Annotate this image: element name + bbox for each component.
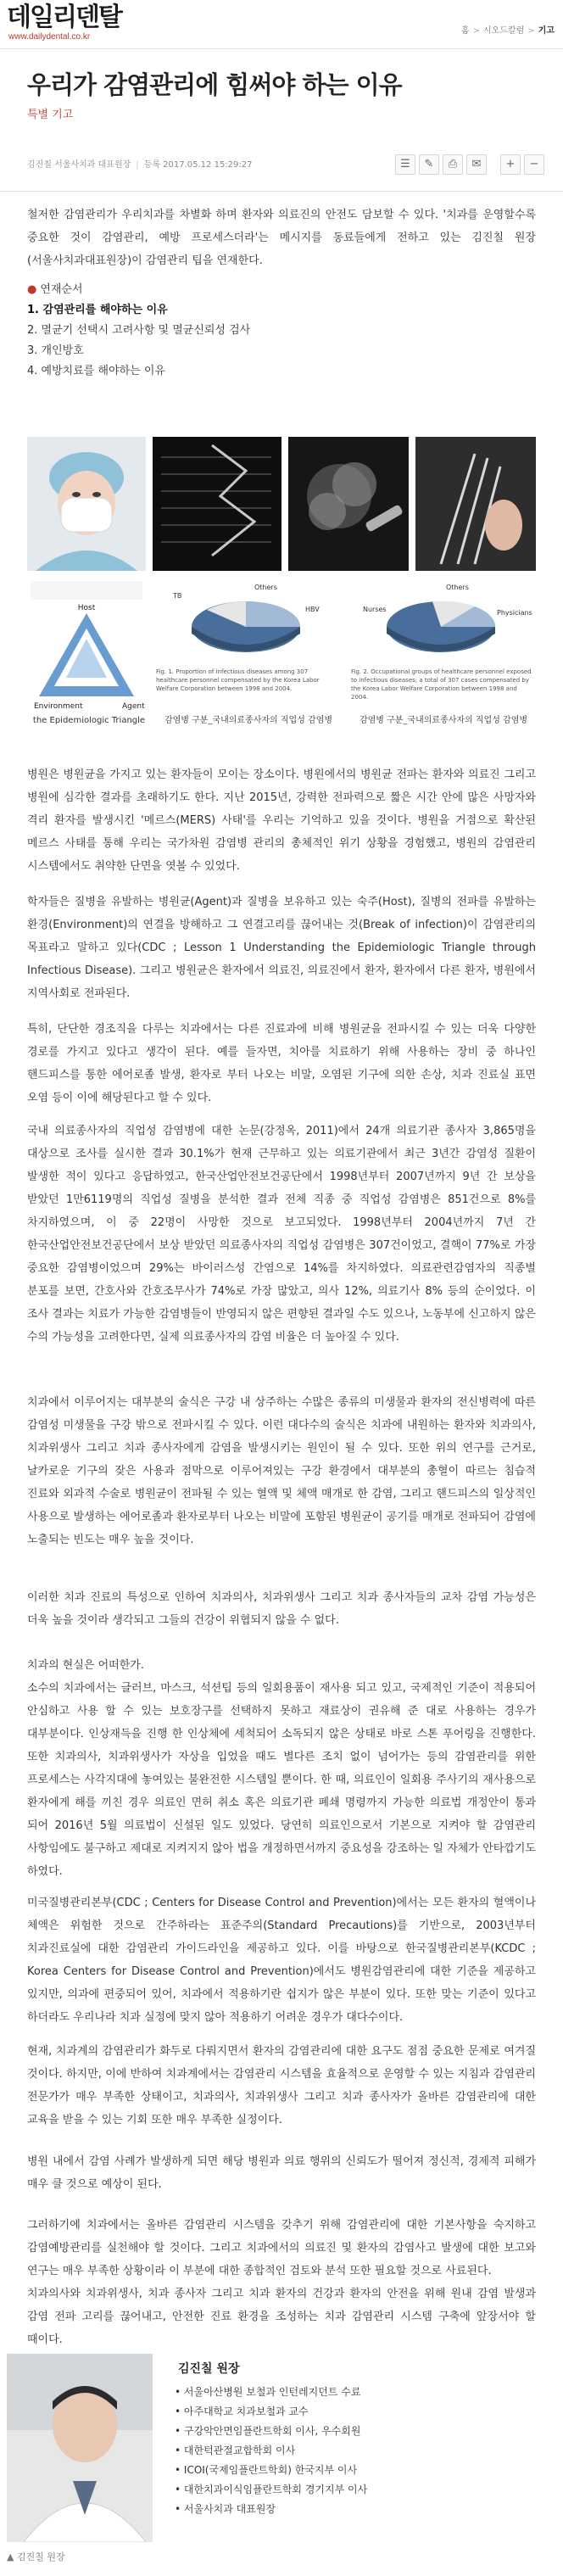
text-icon[interactable]: ✎ [419, 154, 439, 175]
toc-heading: 연재순서 [40, 283, 83, 296]
pie1-label: TB [173, 592, 182, 600]
author-name: 김진칠 원장 [178, 2362, 240, 2376]
article-toolbar [395, 154, 544, 175]
toc-item: 4. 예방치료를 해야하는 이유 [27, 365, 165, 377]
toc-item: 1. 감염관리를 해야하는 이유 [27, 304, 168, 316]
toc-item: 2. 멸균기 선택시 고려사항 및 멸균신뢰성 검사 [27, 324, 251, 337]
figure-caption: 감염병 구분_국내의료종사자의 직업성 감염병 [164, 716, 333, 725]
toc-item: 3. 개인방호 [27, 344, 84, 357]
pie2-label: Nurses [363, 606, 387, 613]
series-toc [27, 280, 536, 382]
triangle-label-host: Host [77, 604, 96, 612]
font-decrease-button[interactable]: − [524, 154, 544, 175]
article-paragraph: 학자들은 질병을 유발하는 병원균(Agent)과 질병을 보유하고 있는 숙주(Host), 질병의 전파를 유발하는 환경(Environment)의 연결을 방해하고 그 연결고리를 끊어내는 것(Break of infection)이 감염관리의 목표라고 말하고 있다(CDC ; Lesson 1 Understanding the Epidemiologic Triangle through Infectious Disease). 그리고 병원균은 환자에서 의료진, 의료진에서 환자, 환자에서 다른 환자, 병원에서 지역사회로 전파된다. [27, 896, 536, 1000]
figure-caption: 감염병 구분_국내의료종사자의 직업성 감염병 [359, 716, 528, 725]
figure-collage [27, 437, 536, 742]
credential-item: • 서울사치과 대표원장 [175, 2500, 367, 2519]
fig2-pie-chart [348, 578, 536, 742]
article-paragraph: 현재, 치과계의 감염관리가 화두로 다뤄지면서 환자의 감염관리에 대한 요구도 점점 중요한 문제로 여겨질 것이다. 하지만, 이에 반하여 치과계에서는 감염관리 시스템을 효율적으로 운영할 수 있는 지침과 감염관리 전문가가 매우 부족한 상태이고, 치과의사, 치과위생사 그리고 치과 종사자가 올바른 감염관리에 대한 교육을 받을 수 있는 기회 또한 매우 부족한 실정이다. [27, 2045, 536, 2126]
figure-caption: the Epidemiologic Triangle [32, 716, 146, 725]
breadcrumb-current[interactable]: 기고 [538, 26, 555, 36]
article-paragraph: 미국질병관리본부(CDC ; Centers for Disease Control and Prevention)에서는 모든 환자의 혈액이나 체액은 위험한 것으로 간주하라는 표준주의(Standard Precautions)를 기반으로, 2003년부터 치과진료실에 대한 감염관리 가이드라인을 제공하고 있다. 이를 바탕으로 한국질병관리본부(KCDC ; Korea Centers for Disease Control and Prevention)에서도 병원감염관리에 대한 기준을 제공하고 있지만, 의과에 편중되어 있어, 치과에서 적용하기란 쉽지가 않은 부분이 있다. 또한 맞는 기준이 있다고 하더라도 우리나라 치과 실정에 맞지 않아 적용하기 어려운 경우가 대다수이다. [27, 1897, 536, 2024]
triangle-label-agent: Agent [122, 702, 145, 711]
site-url: www.dailydental.co.kr [8, 32, 91, 42]
article-paragraph: 국내 의료종사자의 직업성 감염병에 대한 논문(강정옥, 2011)에서 24개 의료기관 종사자 3,865명을 대상으로 조사를 실시한 결과 30.1%가 현재 근무하고 있는 의료기관에서 최근 3년간 감염성 질환이 발생한 적이 있다고 응답하였고, 한국산업안전보건공단에서 1998년부터 2007년까지 9년 간 보상을 받았던 1만6119명의 직업성 질병을 분석한 결과 전체 직종 중 직업성 감염병은 851건으로 8%를 차지하였으며, 이 중 22명이 사망한 것으로 보고되었다. 1998년부터 2004년까지 7년 간 한국산업안전보건공단에서 보상 받았던 의료종사자의 직업성 감염병은 307건이었고, 결핵이 77%로 가장 중요한 감염병이었으며 29%는 바이러스성 간염으로 14%를 차지하였다. 의료관련감염자의 직종별 분포를 보면, 간호사와 간호조무사가 74%로 가장 많았고, 의사 12%, 의료기사 8% 등의 순이었다. 이 조사 결과는 치료가 가능한 감염병들이 반영되지 않은 편향된 결과일 수도 있으나, 노동부에 신고하지 않은 수의 가능성을 고려한다면, 실제 의료종사자의 감염 비율은 더 높아질 수 있다. [27, 1125, 536, 1344]
page-title: 우리가 감염관리에 힘써야 하는 이유 [27, 70, 402, 99]
pie1-label: Others [254, 584, 277, 591]
bullet-icon: ● [27, 283, 37, 296]
aerosol-spray-image [288, 437, 409, 571]
credential-item: • 아주대학교 치과보철과 교수 [175, 2402, 367, 2422]
figure-note: Fig. 2. Occupational groups of healthcare personnel exposed to infectious diseases; a total of 307 cases compensated by the Korea Labor Welfare Corporation between 1998 and 2004. [351, 668, 532, 701]
list-icon[interactable]: ☰ [395, 154, 415, 175]
credential-item: • 대한턱관절교합학회 이사 [175, 2441, 367, 2461]
article-paragraph: 치과에서 이루어지는 대부분의 술식은 구강 내 상주하는 수많은 종류의 미생물과 환자의 전신병력에 따른 감염성 미생물을 구강 밖으로 전파시킬 수 있다. 이런 대다수의 술식은 치과에 내원하는 환자와 치과의사, 치과위생사 그리고 치과 종사자에게 감염을 발생시키는 원인이 될 수 있다. 또한 위의 연구를 근거로, 날카로운 기구의 잦은 사용과 점막으로 이루어져있는 구강 환경에서 대부분의 총혈이 따르는 침습적 진료와 외과적 수술로 병원균이 전파될 수 있는 혈액 및 체액 매개로 한 감염, 그리고 핸드피스의 일상적인 사용으로 발생하는 에어로졸과 환자로부터 나오는 비말에 포함된 병원균이 공기를 매개로 전파되어 감염에 노출되는 빈도는 매우 높을 것이다. [27, 1396, 536, 1546]
article-header [0, 49, 563, 192]
xray-chart-image [153, 437, 282, 571]
site-header [0, 0, 563, 49]
article-paragraph: 그러하기에 치과에서는 올바른 감염관리 시스템을 갖추기 위해 감염관리에 대한 기본사항을 숙지하고 감염예방관리를 실천해야 할 것이다. 그리고 치과에서의 의료진 및 환자의 감염사고 발생에 대한 보고와 연구는 매우 부족한 상황이라 이 부분에 대한 종합적인 검토와 분석 또한 필요할 것으로 사료된다. 치과의사와 치과위생사, 치과 종사자 그리고 치과 환자의 건강과 환자의 안전을 위해 원내 감염 발생과 감염 전파 고리를 끊어내고, 안전한 진료 환경을 조성하는 치과 감염관리 시스템 구축에 앞장서야 할 때이다. [27, 2219, 536, 2346]
breadcrumb-home[interactable]: 홈 [460, 26, 470, 36]
article-paragraph: 특히, 단단한 경조직을 다루는 치과에서는 다른 진료과에 비해 병원균을 전파시킬 수 있는 더욱 다양한 경로를 가지고 있다고 생각이 된다. 예를 들자면, 치아를 치료하기 위해 사용하는 장비 중 하나인 핸드피스를 통한 에어로졸 발생, 환자로 부터 나오는 비말, 오염된 기구에 의한 손상, 치과 진료실 표면 오염 등이 이에 해당된다고 할 수 있다. [27, 1023, 536, 1104]
print-icon[interactable]: ⎙ [443, 154, 463, 175]
article-paragraph: 병원 내에서 감염 사례가 발생하게 되면 해당 병원과 의료 행위의 신뢰도가 떨어져 정신적, 경제적 피해가 매우 클 것으로 예상이 된다. [27, 2155, 536, 2191]
triangle-label-environment: Environment [34, 702, 83, 711]
masked-clinician-image [27, 437, 146, 571]
credential-item: • 구강악안면임플란트학회 이사, 우수회원 [175, 2422, 367, 2441]
breadcrumb: 홈 > 시오드칼럼 > 기고 [460, 26, 555, 36]
font-increase-button[interactable]: + [500, 154, 521, 175]
photo-caption: ▲ 김진칠 원장 [7, 2551, 65, 2562]
article-paragraph: 이러한 치과 진료의 특성으로 인하여 치과의사, 치과위생사 그리고 치과 종사자들의 교차 감염 가능성은 더욱 높을 것이라 생각되고 그들의 건강이 위협되지 않을 수 없다. [27, 1591, 536, 1627]
author-credentials [175, 2383, 367, 2519]
epidemiologic-triangle-diagram [27, 578, 146, 730]
article-meta: 김진칠 서울사치과 대표원장 | 등록 2017.05.12 15:29:27 [27, 160, 253, 170]
credential-item: • ICOI(국제임플란트학회) 한국지부 이사 [175, 2461, 367, 2480]
credential-item: • 서울아산병원 보철과 인턴레지던트 수료 [175, 2383, 367, 2402]
breadcrumb-section[interactable]: 시오드칼럼 [482, 26, 525, 36]
credential-item: • 대한치과이식임플란트학회 경기지부 이사 [175, 2480, 367, 2500]
author-photo [7, 2354, 153, 2542]
email-icon[interactable]: ✉ [466, 154, 487, 175]
pie2-label: Others [446, 584, 469, 591]
figure-note: Fig. 1. Proportion of infectious diseases among 307 healthcare personnel compensated by the Korea Labor Welfare Corporation between 1998 and 2004. [156, 668, 320, 692]
author-profile [0, 2354, 563, 2576]
publish-date: 등록 2017.05.12 15:29:27 [143, 160, 253, 170]
pie2-label: Physicians [497, 609, 532, 617]
article-subtitle: 특별 기고 [27, 109, 74, 121]
author-byline: 김진칠 서울사치과 대표원장 [27, 160, 131, 170]
article-paragraph: 치과의 현실은 어떠한가. 소수의 치과에서는 글러브, 마스크, 석션팁 등의 일회용품이 재사용 되고 있고, 국제적인 기준이 적용되어 안심하고 사용 할 수 있는 보호장구를 선택하지 못하고 재료상이 권유해 준 대로 사용하는 경우가 대부분이다. 인상재득을 진행 한 인상체에 세척되어 소독되지 않은 상태로 바로 스톤 푸어링을 진행한다. 또한 치과의사, 치과위생사가 자상을 입었을 때도 별다른 조치 없이 넘어가는 등의 감염관리를 위한 프로세스는 사각지대에 놓여있는 불완전한 시스템일 뿐이다. 한 때, 의료인이 일회용 주사기의 재사용으로 환자에게 해를 끼친 경우 의료인 면허 취소 혹은 의료기관 폐쇄 명령까지 가능한 의료법 개정안이 통과 되어 2016년 5월 의료법이 신설된 일도 있었다. 당연히 의료인으로서 기본으로 지켜야 할 감염관리 사항임에도 불구하고 제대로 지켜지지 않아 법을 개정하면서까지 중요성을 강조하는 일 자체가 안타깝기도 하였다. [27, 1659, 536, 1878]
article-paragraph: 병원은 병원균을 가지고 있는 환자들이 모이는 장소이다. 병원에서의 병원균 전파는 환자와 의료진 그리고 병원에 심각한 결과를 초래하기도 한다. 지난 2015년, 강력한 전파력으로 짧은 시간 안에 많은 사망자와 격리 환자를 발생시킨 '메르스(MERS) 사태'를 우리는 기억하고 있을 것이다. 병원을 거점으로 확산된 메르스 사태를 통해 우리는 국가차원 감염병 관리의 총체적인 위기 상황을 경험했고, 병원의 감염관리 시스템에서도 취약한 단면을 엿볼 수 있었다. [27, 768, 536, 873]
fig1-pie-chart [153, 578, 341, 742]
dental-instruments-image [415, 437, 536, 571]
pie1-label: HBV [305, 606, 320, 613]
site-logo[interactable]: 데일리덴탈 [7, 3, 121, 32]
article-intro: 철저한 감염관리가 우리치과를 차별화 하며 환자와 의료진의 안전도 담보할 수 있다. '치과를 운영할수록 중요한 것이 감염관리, 예방 프로세스더라'는 메시지를 동료들에게 전하고 있는 김진칠 원장(서울사치과대표원장)이 감염관리 팁을 연재한다. [27, 209, 536, 267]
